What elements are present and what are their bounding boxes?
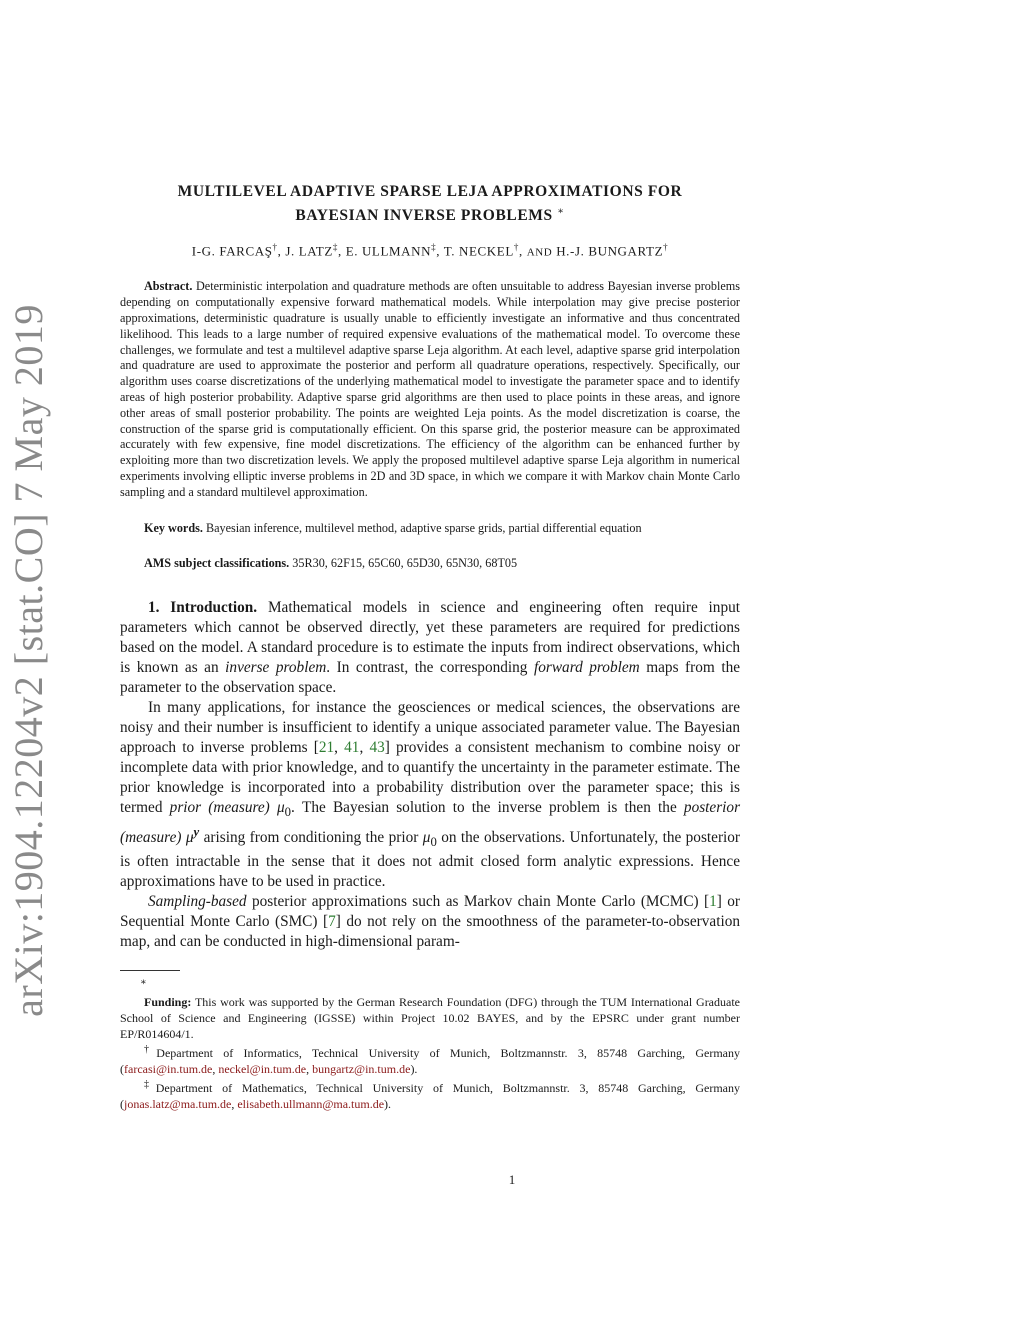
affiliation-text: Department of Informatics, Technical University of Munich, Boltzmannstr. 3, 85748 Garching, Germany (: [120, 1046, 740, 1077]
footnote-mark: †: [144, 1044, 157, 1056]
intro-text: . In contrast, the corresponding: [326, 659, 528, 677]
author-3: E. ULLMANN: [345, 243, 432, 259]
intro-paragraph-3: [120, 892, 740, 952]
footnote-star: [120, 975, 740, 994]
introduction-section: [120, 598, 740, 952]
separator: ).: [384, 1097, 392, 1112]
intro-text: ] or Sequential Monte Carlo (SMC) [: [120, 893, 741, 931]
emphasis-prior: prior (measure): [169, 799, 270, 817]
intro-paragraph-2: [120, 698, 740, 892]
footnote-dept-informatics: [120, 1042, 740, 1077]
emphasis-posterior: posterior (measure): [120, 799, 741, 847]
author-3-mark: ‡: [431, 242, 437, 253]
keywords-heading: Key words.: [144, 520, 203, 535]
separator: ,: [359, 739, 370, 757]
separator: ).: [410, 1062, 418, 1077]
email-link[interactable]: farcasi@in.tum.de: [124, 1062, 213, 1077]
math-mu: μ: [276, 799, 285, 817]
author-4-mark: †: [513, 242, 519, 253]
affiliation-text: Department of Mathematics, Technical University of Munich, Boltzmannstr. 3, 85748 Garching, Germany (: [120, 1081, 741, 1112]
separator: ,: [212, 1062, 219, 1077]
title-footnote-mark: ∗: [557, 206, 565, 217]
intro-text: ] provides a consistent mechanism to combine noisy or incomplete data with prior knowledge, and to quantify the uncertainty in the parameter estimate. The prior knowledge is incorporated into a probability distribution over the parameter space; this is termed: [120, 739, 740, 817]
citation-link[interactable]: 21: [318, 739, 335, 757]
emphasis-forward-problem: forward problem: [534, 659, 640, 677]
keywords: [120, 521, 740, 537]
intro-paragraph-1: [120, 598, 740, 698]
intro-text: . The Bayesian solution to the inverse problem is then the: [291, 799, 677, 817]
citation-link[interactable]: 41: [344, 739, 360, 757]
funding-text: This work was supported by the German Research Foundation (DFG) through the TUM International Graduate School of Science and Engineering (IGSSE) within Project 10.02 BAYES, and by the EPSRC under grant number EP/R014604/1.: [120, 995, 740, 1042]
citation-link[interactable]: 1: [709, 893, 717, 911]
paper-page: [120, 150, 740, 1112]
author-5: H.-J. BUNGARTZ: [556, 243, 664, 259]
author-1-mark: †: [272, 242, 278, 253]
abstract-heading: Abstract.: [144, 279, 193, 294]
page-number: 1: [508, 1172, 516, 1187]
citation-link[interactable]: 43: [369, 739, 385, 757]
ams-heading: AMS subject classifications.: [144, 556, 290, 571]
footnote-dept-mathematics: [120, 1077, 740, 1112]
title-line-2: BAYESIAN INVERSE PROBLEMS: [295, 207, 553, 225]
keywords-text: Bayesian inference, multilevel method, adaptive sparse grids, partial differential equation: [205, 520, 642, 535]
email-link[interactable]: bungartz@in.tum.de: [312, 1062, 411, 1077]
author-1: I-G. FARCAŞ: [191, 243, 273, 259]
arxiv-stamp: [2, 303, 54, 1017]
math-sup: y: [193, 825, 200, 840]
author-list: I-G. FARCAŞ†, J. LATZ‡, E. ULLMANN‡, T. NECKEL†, AND H.-J. BUNGARTZ†: [191, 242, 669, 259]
author-4: T. NECKEL: [443, 243, 514, 259]
ams-text: 35R30, 62F15, 65C60, 65D30, 65N30, 68T05: [292, 556, 518, 571]
author-2-mark: ‡: [332, 242, 338, 253]
author-5-mark: †: [663, 242, 669, 253]
funding-heading: Funding:: [144, 995, 192, 1010]
math-mu: μ: [422, 829, 431, 847]
author-and: AND: [526, 246, 553, 259]
footnote-divider: [120, 970, 180, 971]
emphasis-inverse-problem: inverse problem: [225, 659, 327, 677]
math-sub: 0: [430, 835, 437, 850]
intro-text: on the observations. Unfortunately, the posterior is often intractable in the sense that it does not admit closed form analytic expressions. Hence approximations have to be used in practice.: [120, 829, 741, 891]
email-link[interactable]: neckel@in.tum.de: [218, 1062, 307, 1077]
footnote-funding: [120, 994, 740, 1042]
separator: ,: [231, 1097, 238, 1112]
separator: ,: [334, 739, 345, 757]
intro-text: maps from the parameter to the observation space.: [120, 659, 741, 697]
separator: ,: [306, 1062, 313, 1077]
paper-title: [120, 182, 740, 226]
title-line-1: MULTILEVEL ADAPTIVE SPARSE LEJA APPROXIMATIONS FOR: [177, 183, 683, 200]
footnote-mark: ∗: [140, 977, 147, 989]
footnotes: [120, 975, 740, 1112]
emphasis-sampling: Sampling-based: [148, 893, 247, 911]
abstract: [120, 279, 740, 500]
citation-link[interactable]: 7: [328, 913, 336, 931]
intro-text: arising from conditioning the prior: [203, 829, 419, 847]
intro-text: Mathematical models in science and engineering often require input parameters which cannot be observed directly, yet these parameters are required for predictions based on the model. A standard procedure is to estimate the inputs from indirect observations, which is known as an: [120, 599, 741, 677]
intro-text: ] do not rely on the smoothness of the parameter-to-observation map, and can be conducted in high-dimensional param-: [120, 913, 741, 951]
email-link[interactable]: jonas.latz@ma.tum.de: [124, 1097, 232, 1112]
math-mu: μ: [185, 829, 194, 847]
arxiv-id: arXiv:1904.12204v2 [stat.CO] 7 May 2019: [5, 303, 51, 1017]
author-2: J. LATZ: [285, 243, 333, 259]
section-heading: 1. Introduction.: [148, 599, 258, 617]
intro-text: posterior approximations such as Markov chain Monte Carlo (MCMC) [: [251, 893, 710, 911]
intro-text: In many applications, for instance the geosciences or medical sciences, the observations are noisy and their number is insufficient to identify a unique associated parameter value. The Bayesian approach to inverse problems [: [120, 699, 740, 757]
ams-classifications: [120, 556, 740, 572]
footnote-mark: ‡: [144, 1079, 156, 1091]
email-link[interactable]: elisabeth.ullmann@ma.tum.de: [237, 1097, 385, 1112]
math-sub: 0: [284, 805, 292, 820]
abstract-text: Deterministic interpolation and quadrature methods are often unsuitable to address Bayesian inverse problems depending on computationally expensive forward mathematical models. While interpolation may give precise posterior approximations, deterministic quadrature is usually unable to efficiently investigate an informative and thus concentrated likelihood. This leads to a large number of required expensive evaluations of the mathematical model. To overcome these challenges, we formulate and test a multilevel adaptive sparse Leja algorithm. At each level, adaptive sparse grid interpolation and quadrature are used to approximate the posterior and perform all quadrature operations, respectively. Specifically, our algorithm uses coarse discretizations of the underlying mathematical model to investigate the parameter space and to identify areas of high posterior probability. Adaptive sparse grid algorithms are then used to place points in these areas, and ignore other areas of small posterior probability. The points are weighted Leja points. As the model discretization is coarse, the construction of the sparse grid is computationally efficient. On this sparse grid, the posterior measure can be approximated accurately with few expensive, fine model discretizations. The efficiency of the algorithm can be enhanced further by exploiting more than two discretization levels. We apply the proposed multilevel adaptive sparse Leja algorithm in numerical experiments involving elliptic inverse problems in 2D and 3D space, in which we compare it with Markov chain Monte Carlo sampling and a standard multilevel approximation.: [120, 279, 740, 499]
